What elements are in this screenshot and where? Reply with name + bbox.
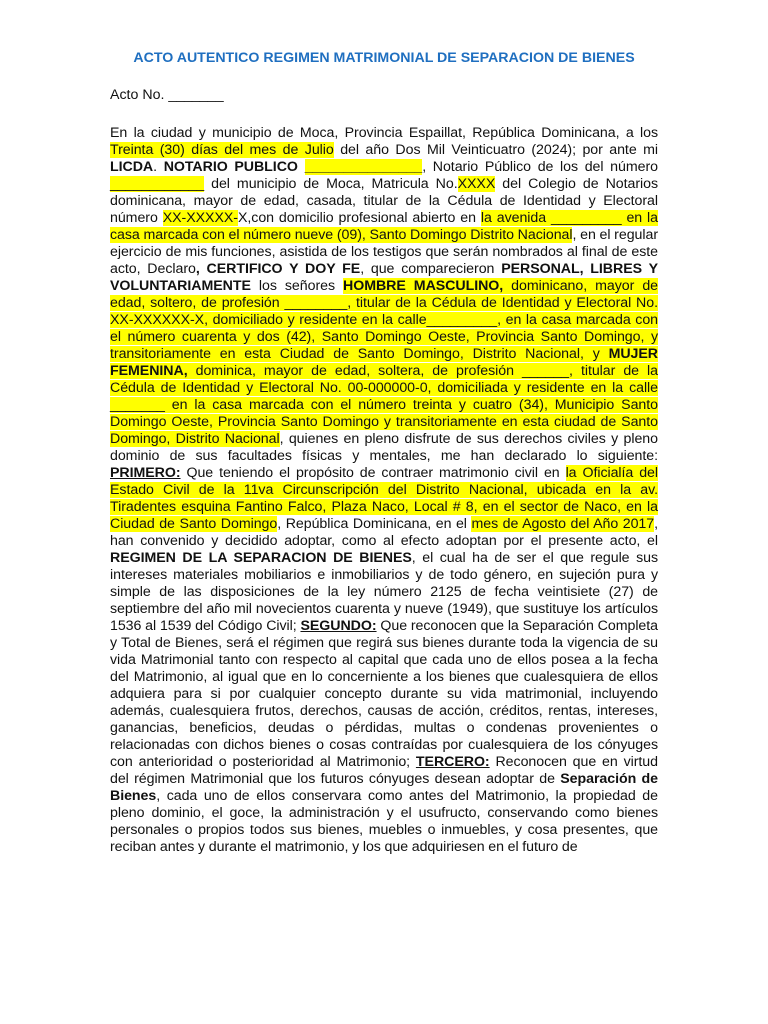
notary-title: LICDA — [110, 159, 154, 175]
marriage-date: mes de Agosto del Año 2017 — [471, 516, 655, 532]
acto-number-line: Acto No. _______ — [110, 87, 224, 103]
text-run — [298, 159, 305, 175]
notary-number-blank: ____________ — [110, 176, 205, 192]
text-run: , Notario Público de los del número — [422, 159, 658, 175]
text-run: Que reconocen que la Separación Completa y Total de Bienes, será el régimen que regirá sus bienes durante toda la vigencia de su vida Matrimonial tanto con respecto al capital que cada uno de ellos posea a la fecha del Matrimonio, al igual que en lo concerniente a los bienes que cualesquiera de ellos adquiera para si por cualquier concepto durante su vida matrimonial, incluyendo además, cualesquiera frutos, derechos, causas de acción, créditos, rentas, intereses, ganancias, beneficios, deudas o pérdidas, multas o condenas provenientes o relacionadas con dichos bienes o cosas contraídas por cualesquiera de los cónyuges con anterioridad o posterioridad al Matrimonio; — [110, 618, 659, 770]
civil-registry-office: la Oficialía del Estado Civil de la 11va Circunscripción del Distrito Nacional, ubicada en la av. Tiradentes esquina Fantino Falco, Plaza Naco, Local # 8, en el sector de Naco, en la Ciudad de Santo Domingo — [110, 465, 658, 532]
party-two-name: MUJER FEMENINA, — [110, 346, 658, 379]
notary-address: la avenida _________ en la casa marcada con el número nueve (09), Santo Domingo Distrito Nacional — [110, 210, 658, 243]
text-run: . — [153, 159, 164, 175]
text-run: , en el regular ejercicio de mis funciones, asistida de los testigos que serán nombrados al final de este acto, Declaro — [110, 227, 658, 277]
clause-segundo-heading: SEGUNDO: — [300, 618, 377, 634]
separacion-de-bienes: Separación de Bienes — [110, 771, 658, 804]
notary-name-blank: _______________ — [304, 159, 423, 175]
text-run: , República Dominicana, en el — [277, 516, 472, 532]
document-title: ACTO AUTENTICO REGIMEN MATRIMONIAL DE SEPARACION DE BIENES — [133, 50, 635, 66]
matricula-number: XXXX — [457, 176, 496, 192]
text-run: los señores — [250, 278, 344, 294]
text-run: , que comparecieron — [360, 261, 502, 277]
highlighted-date: Treinta (30) días del mes de Julio — [110, 142, 334, 158]
clause-tercero-heading: TERCERO: — [415, 754, 490, 770]
text-run: , cada uno de ellos conservara como antes del Matrimonio, la propiedad de pleno dominio, el goce, la administración y el usufructo, conservando como bienes personales o propios todos sus bienes, muebles o inmuebles, y cosa presentes, que reciban antes y durante el matrimonio, y los que adquiriesen en el futuro de — [110, 788, 658, 855]
text-run: del año Dos Mil Veinticuatro (2024); por ante mi — [333, 142, 658, 158]
text-run: , el cual ha de ser el que regule sus intereses materiales mobiliarios e inmobiliarios y de todo género, en sujeción pura y simple de las disposiciones de la ley número 2125 de fecha veintisiete (27) de septiembre del año mil novecientos cuarenta y nueve (1949), que sustituye los artículos 1536 al 1539 del Código Civil; — [110, 550, 659, 634]
clause-primero-heading: PRIMERO: — [110, 465, 181, 481]
text-run: Que teniendo el propósito de contraer matrimonio civil en — [180, 465, 566, 481]
text-run: X,con domicilio profesional abierto en — [237, 210, 481, 226]
text-run: Reconocen que en virtud del régimen Matrimonial que los futuros cónyuges desean adoptar de — [110, 754, 658, 787]
text-run: En la ciudad y municipio de Moca, Provincia Espaillat, República Dominicana, a los — [110, 125, 658, 141]
regime-name: REGIMEN DE LA SEPARACION DE BIENES — [110, 550, 412, 566]
party-one-details: dominicano, mayor de edad, soltero, de profesión ________, titular de la Cédula de Identidad y Electoral No. XX-XXXXXX-X, domiciliado y residente en la calle_________, en la casa marcada con el número cuarenta y dos (42), Santo Domingo Oeste, Provincia Santo Domingo, y transitoriamente en esta Ciudad de Santo Domingo, Distrito Nacional, y — [110, 278, 659, 362]
text-run: del municipio de Moca, Matricula No. — [204, 176, 458, 192]
party-one-name: HOMBRE MASCULINO, — [343, 278, 504, 294]
notary-name: NOTARIO PUBLICO — [163, 159, 298, 175]
cedula-number: XX-XXXXX- — [162, 210, 238, 226]
text-run: del Colegio de Notarios dominicana, mayor de edad, casada, titular de la Cédula de Identidad y Electoral número — [110, 176, 658, 226]
party-two-details: dominica, mayor de edad, soltera, de profesión ______, titular de la Cédula de Identidad y Electoral No. 00-000000-0, domiciliada y residente en la calle _______ en la casa marcada con el número treinta y cuatro (34), Municipio Santo Domingo Oeste, Provincia Santo Domingo y transitoriamente en esta ciudad de Santo Domingo, Distrito Nacional — [110, 363, 658, 447]
personal-phrase: PERSONAL, LIBRES Y VOLUNTARIAMENTE — [110, 261, 658, 294]
document-body — [110, 125, 658, 856]
certifico-phrase: , CERTIFICO Y DOY FE — [195, 261, 361, 277]
text-run: , han convenido y decidido adoptar, como al efecto adoptan por el presente acto, el — [110, 516, 658, 549]
text-run: , quienes en pleno disfrute de sus derechos civiles y pleno dominio de sus facultades físicas y mentales, me han declarado lo siguiente: — [110, 431, 658, 464]
